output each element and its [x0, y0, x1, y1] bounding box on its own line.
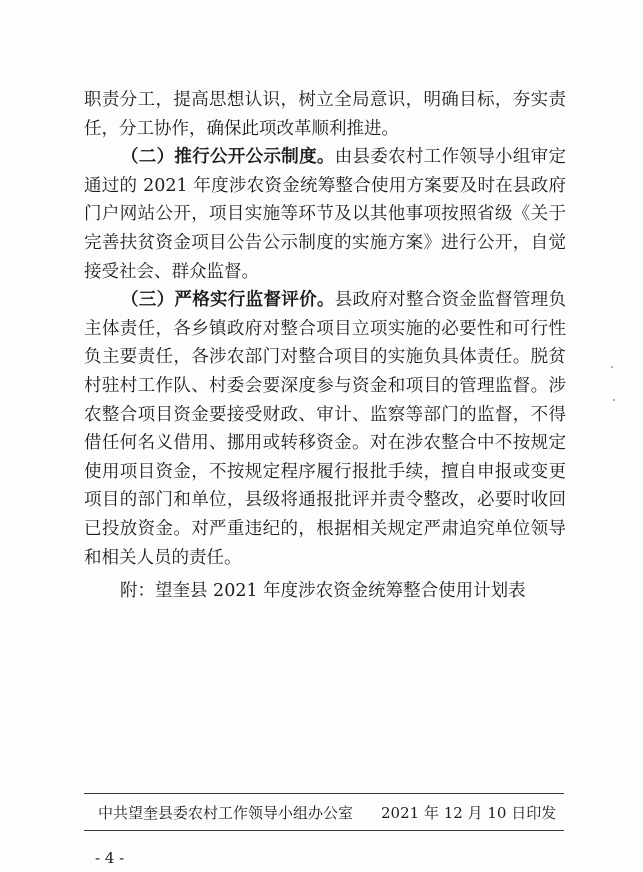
paragraph-3-line-1-text: 县政府对整合资金监督管理负 — [334, 290, 566, 311]
paragraph-3-line-8: 项目的部门和单位，县级将通报批评并责令整改，必要时收回 — [84, 490, 566, 511]
paragraph-3-line-1 — [84, 286, 566, 315]
scan-speck — [611, 366, 613, 368]
paragraph-2-line-5: 接受社会、群众监督。 — [84, 261, 259, 282]
paragraph-2-line-3: 门户网站公开，项目实施等环节及以其他事项按照省级《关于 — [84, 204, 566, 225]
paragraph-3-line-7: 使用项目资金，不按规定程序履行报批手续，擅自申报或变更 — [84, 461, 566, 482]
paragraph-3-line-9: 已投放资金。对严重违纪的，根据相关规定严肃追究单位领导 — [84, 518, 566, 539]
scan-speck — [613, 399, 615, 401]
document-body — [84, 86, 566, 572]
section-2-heading: （二）推行公开公示制度。 — [121, 147, 335, 168]
page-number: - 4 - — [95, 849, 125, 867]
paragraph-2-line-4: 完善扶贫资金项目公告公示制度的实施方案》进行公开，自觉 — [84, 232, 566, 253]
paragraph-3-line-6: 借任何名义借用、挪用或转移资金。对在涉农整合中不按规定 — [84, 433, 566, 454]
section-3-heading: （三）严格实行监督评价。 — [121, 290, 335, 311]
paragraph-1-line-1: 职责分工，提高思想认识，树立全局意识，明确目标，夯实责 — [84, 90, 566, 110]
footer-bottom-rule — [84, 830, 564, 831]
footer-issue-date: 2021 年 12 月 10 日印发 — [381, 804, 557, 822]
paragraph-2-line-1-text: 由县委农村工作领导小组审定 — [334, 147, 566, 168]
paragraph-3-line-4: 村驻村工作队、村委会要深度参与资金和项目的管理监督。涉 — [84, 375, 566, 396]
paragraph-2-line-1 — [84, 143, 566, 172]
paragraph-2-line-2: 通过的 2021 年度涉农资金统筹整合使用方案要及时在县政府 — [84, 175, 566, 196]
paragraph-3-line-5: 农整合项目资金要接受财政、审计、监察等部门的监督，不得 — [84, 404, 566, 425]
footer-top-rule — [84, 793, 564, 794]
attachment-note: 附：望奎县 2021 年度涉农资金统筹整合使用计划表 — [120, 581, 526, 601]
paragraph-3-line-2: 主体责任，各乡镇政府对整合项目立项实施的必要性和可行性 — [84, 318, 566, 339]
paragraph-3-line-3: 负主要责任，各涉农部门对整合项目的实施负具体责任。脱贫 — [84, 347, 566, 368]
footer-issuer: 中共望奎县委农村工作领导小组办公室 — [98, 804, 354, 822]
paragraph-3-line-10: 和相关人员的责任。 — [84, 547, 242, 568]
paragraph-1-line-2: 任，分工协作，确保此项改革顺利推进。 — [84, 118, 399, 139]
